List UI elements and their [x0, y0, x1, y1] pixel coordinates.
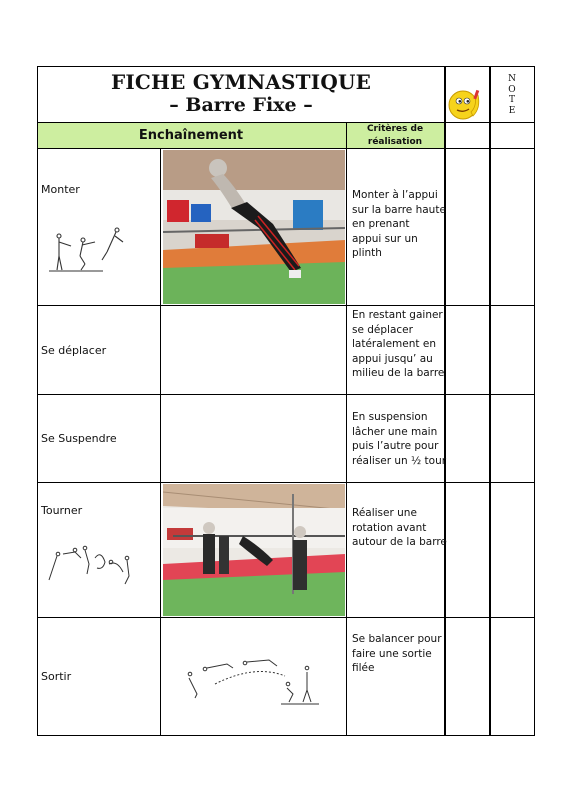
gym-photo-illustration: [163, 484, 345, 616]
criteria-line: En restant gainer: [352, 309, 443, 321]
criteria-line: lâcher une main: [352, 425, 438, 438]
note-letter: O: [508, 84, 516, 95]
thinking-face-icon: [447, 86, 485, 122]
criteria-line: Réaliser une: [352, 507, 417, 519]
criteria-line: milieu de la barre: [352, 367, 445, 379]
gym-sheet: [37, 66, 535, 736]
criteria-line: appui jusqu’ au: [352, 352, 433, 365]
stick-figures-sortir: [185, 658, 325, 706]
criteria-line: en prenant: [352, 218, 410, 230]
step-label-se-suspendre: Se Suspendre: [41, 432, 117, 445]
criteria-line: En suspension: [352, 411, 428, 423]
criteres-header: Critères de réalisation: [366, 124, 424, 147]
divider: [37, 305, 535, 306]
note-letter: N: [508, 74, 516, 84]
criteria-line: Monter à l’appui: [352, 189, 438, 201]
page-title: FICHE GYMNASTIQUE: [110, 70, 372, 94]
enchainement-header: Enchaînement: [138, 128, 244, 143]
photo-tourner: [163, 484, 345, 616]
step-label-monter: Monter: [41, 183, 80, 196]
photo-monter: [163, 150, 345, 304]
criteria-line: Se balancer pour: [352, 633, 442, 645]
criteria-line: puis l’autre pour: [352, 440, 439, 452]
divider: [37, 617, 535, 618]
step-label-sortir: Sortir: [41, 670, 72, 683]
stick-figures-tourner: [45, 544, 135, 586]
note-letter: T: [508, 95, 515, 105]
divider: [37, 148, 535, 149]
criteria-se-deplacer: [352, 308, 447, 381]
stick-figures-monter: [47, 226, 127, 274]
divider: [37, 122, 535, 123]
gym-photo-illustration: [163, 150, 345, 304]
step-label-se-deplacer: Se déplacer: [41, 344, 107, 357]
note-letter: E: [508, 105, 516, 116]
criteria-sortir: [352, 632, 447, 676]
criteria-line: filée: [352, 662, 375, 674]
divider: [160, 148, 161, 736]
divider: [346, 122, 347, 736]
criteria-line: rotation avant: [352, 521, 427, 534]
criteria-line: appui sur un plinth: [352, 232, 418, 259]
step-label-tourner: Tourner: [41, 504, 83, 517]
criteria-tourner: [352, 506, 447, 550]
note-vertical-label: [489, 74, 535, 116]
criteria-monter: [352, 188, 447, 261]
divider: [37, 394, 535, 395]
page-subtitle: – Barre Fixe –: [169, 94, 313, 116]
criteria-line: latéralement en: [352, 338, 436, 350]
divider: [37, 482, 535, 483]
criteria-se-suspendre: [352, 410, 447, 468]
criteria-line: faire une sortie: [352, 647, 432, 660]
criteria-line: se déplacer: [352, 323, 413, 336]
divider: [489, 66, 491, 736]
criteria-line: réaliser un ½ tour: [352, 454, 447, 467]
criteria-line: autour de la barre: [352, 536, 447, 548]
criteria-line: sur la barre haute: [352, 203, 446, 216]
